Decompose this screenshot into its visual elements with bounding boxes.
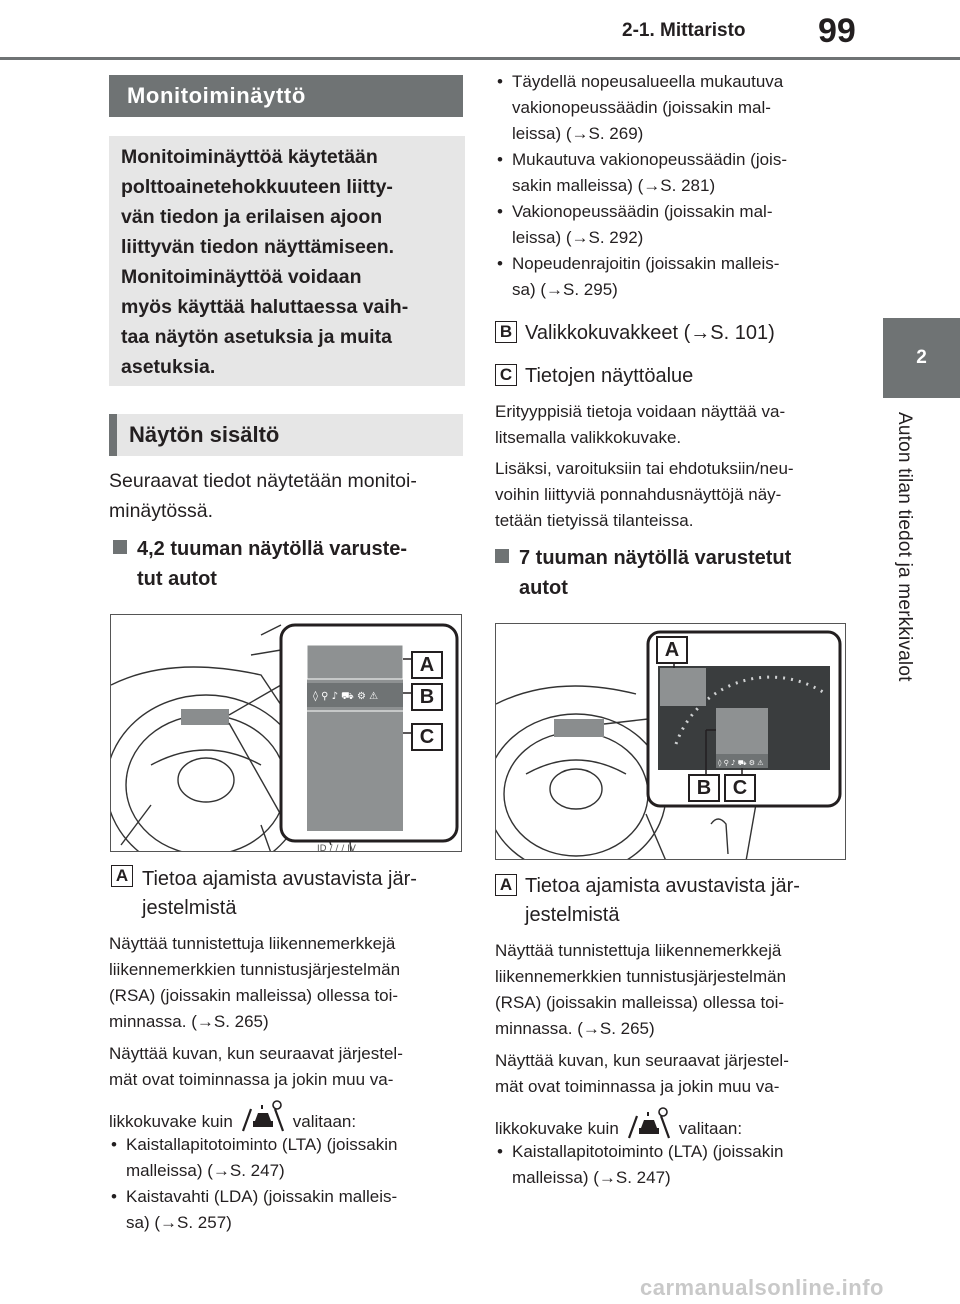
para-line: Näyttää tunnistettuja liikennemerkkejä bbox=[109, 934, 396, 953]
bullet-line: vakionopeussäädin (joissakin mal- bbox=[512, 98, 771, 117]
subhead-line: 7 tuuman näytöllä varustetut bbox=[519, 547, 792, 569]
right-top-bullets bbox=[495, 69, 787, 303]
square-bullet-icon bbox=[495, 549, 509, 563]
para-line: mät ovat toiminnassa ja jokin muu va- bbox=[109, 1070, 394, 1089]
bullet-line: sa) (→S. 295) bbox=[512, 280, 618, 299]
figure-label-b: B bbox=[411, 683, 443, 711]
item-b-label: Valikkokuvakkeet (→S. 101) bbox=[525, 322, 775, 344]
svg-text:◊ ⚲ ♪ ⛟ ⚙ ⚠: ◊ ⚲ ♪ ⛟ ⚙ ⚠ bbox=[313, 691, 379, 702]
chapter-title: Auton tilan tiedot ja merkkivalot bbox=[894, 412, 915, 682]
para-line: mät ovat toiminnassa ja jokin muu va- bbox=[495, 1077, 780, 1096]
list-item bbox=[109, 1132, 397, 1184]
intro-line: Monitoiminäyttöä voidaan bbox=[121, 266, 362, 288]
item-line: Tietoa ajamista avustavista jär- bbox=[142, 868, 417, 890]
para-line: Näyttää kuvan, kun seuraavat järjestel- bbox=[495, 1051, 789, 1070]
bullet-line: sakin malleissa) (→S. 281) bbox=[512, 176, 716, 195]
figure-label-c: C bbox=[411, 723, 443, 751]
para-text: valitaan: bbox=[678, 1119, 743, 1138]
driving-assist-icon bbox=[627, 1106, 671, 1140]
section-title-nayton-sisalto: Näytön sisältö bbox=[109, 414, 463, 456]
figure-label-c: C bbox=[724, 774, 756, 802]
left-para1 bbox=[109, 931, 400, 1035]
para-line: Näyttää kuvan, kun seuraavat järjestel- bbox=[109, 1044, 403, 1063]
right-bullet-list bbox=[495, 1139, 783, 1191]
subhead-line: 4,2 tuuman näytöllä varuste- bbox=[137, 538, 408, 560]
illustration-42-inch-display bbox=[110, 614, 462, 852]
intro-line: polttoainetehokkuuteen liitty- bbox=[121, 176, 393, 198]
list-item bbox=[495, 147, 787, 199]
list-item bbox=[109, 1184, 397, 1236]
bullet-line: leissa) (→S. 292) bbox=[512, 228, 644, 247]
bullet-line: • Vakionopeussäädin (joissakin mal- bbox=[512, 202, 773, 221]
para-line: minnassa. (→S. 265) bbox=[495, 1019, 655, 1038]
section-title-monitoimnaytto: Monitoiminäyttö bbox=[109, 75, 463, 117]
item-badge-a: A bbox=[495, 874, 517, 896]
para-line: tetään tietyissä tilanteissa. bbox=[495, 511, 694, 530]
figure-label-a: A bbox=[656, 636, 688, 664]
figure-label-a: A bbox=[411, 651, 443, 679]
para-line: Erityyppisiä tietoja voidaan näyttää va- bbox=[495, 402, 786, 421]
para-line: liikennemerkkien tunnistusjärjestelmän bbox=[495, 967, 787, 986]
right-para2 bbox=[495, 1048, 789, 1142]
para-line: (RSA) (joissakin malleissa) ollessa toi- bbox=[109, 986, 399, 1005]
item-line: jestelmistä bbox=[142, 897, 237, 919]
para-line: voihin liittyviä ponnahdusnäyttöjä näy- bbox=[495, 485, 782, 504]
lead-line: minäytössä. bbox=[109, 500, 214, 522]
intro-box bbox=[109, 136, 465, 386]
intro-line: asetuksia. bbox=[121, 356, 216, 378]
list-item bbox=[495, 69, 787, 147]
bullet-line: • Kaistallapitotoiminto (LTA) (joissakin bbox=[512, 1142, 784, 1161]
right-c-para1 bbox=[495, 399, 785, 451]
para-text: likkokuvake kuin bbox=[495, 1119, 619, 1138]
right-c-para2 bbox=[495, 456, 794, 534]
section-header: 2-1. Mittaristo bbox=[622, 20, 746, 41]
para-text: likkokuvake kuin bbox=[109, 1112, 233, 1131]
svg-text:◊ ⚲ ♪ ⛟ ⚙ ⚠: ◊ ⚲ ♪ ⛟ ⚙ ⚠ bbox=[718, 759, 764, 767]
para-line: (RSA) (joissakin malleissa) ollessa toi- bbox=[495, 993, 785, 1012]
chapter-tab: 2 bbox=[883, 318, 960, 398]
list-item bbox=[495, 199, 787, 251]
header-rule bbox=[0, 57, 960, 60]
left-para2 bbox=[109, 1041, 403, 1135]
lead-line: Seuraavat tiedot näytetään monitoi- bbox=[109, 470, 417, 492]
bullet-line: • Nopeudenrajoitin (joissakin malleis- bbox=[512, 254, 780, 273]
driving-assist-icon bbox=[241, 1099, 285, 1133]
item-a-label bbox=[142, 865, 417, 923]
bullet-line: • Mukautuva vakionopeussäädin (jois- bbox=[512, 150, 787, 169]
bullet-line: malleissa) (→S. 247) bbox=[512, 1168, 671, 1187]
subhead-42-inch bbox=[113, 534, 407, 594]
para-line: litsemalla valikkokuvake. bbox=[495, 428, 682, 447]
intro-line: myös käyttää haluttaessa vaih- bbox=[121, 296, 409, 318]
intro-line: taa näytön asetuksia ja muita bbox=[121, 326, 392, 348]
illustration-7-inch-display bbox=[495, 623, 846, 860]
list-item bbox=[495, 1139, 783, 1191]
para-line: Lisäksi, varoituksiin tai ehdotuksiin/neu- bbox=[495, 459, 794, 478]
list-item bbox=[495, 251, 787, 303]
dashboard-drawing bbox=[111, 615, 462, 852]
subhead-7-inch bbox=[495, 543, 791, 603]
bullet-line: • Kaistallapitotoiminto (LTA) (joissakin bbox=[126, 1135, 398, 1154]
watermark: carmanualsonline.info bbox=[640, 1275, 884, 1300]
intro-line: Monitoiminäyttöä käytetään bbox=[121, 146, 378, 168]
item-badge-b: B bbox=[495, 321, 517, 343]
figure-label-b: B bbox=[688, 774, 720, 802]
intro-line: vän tiedon ja erilaisen ajoon bbox=[121, 206, 383, 228]
bullet-line: sa) (→S. 257) bbox=[126, 1213, 232, 1232]
para-line: liikennemerkkien tunnistusjärjestelmän bbox=[109, 960, 401, 979]
svg-text:ID / / / IV: ID / / / IV bbox=[317, 844, 356, 852]
page-number: 99 bbox=[818, 12, 856, 50]
section2-lead bbox=[109, 466, 417, 526]
square-bullet-icon bbox=[113, 540, 127, 554]
item-c-label: Tietojen näyttöalue bbox=[525, 365, 694, 387]
bullet-line: • Täydellä nopeusalueella mukautuva bbox=[512, 72, 784, 91]
item-a-label bbox=[525, 872, 800, 930]
para-line: Näyttää tunnistettuja liikennemerkkejä bbox=[495, 941, 782, 960]
left-bullet-list bbox=[109, 1132, 397, 1236]
bullet-line: • Kaistavahti (LDA) (joissakin malleis- bbox=[126, 1187, 398, 1206]
intro-line: liittyvän tiedon näyttämiseen. bbox=[121, 236, 395, 258]
para-text: valitaan: bbox=[292, 1112, 357, 1131]
subhead-line: tut autot bbox=[137, 568, 217, 590]
item-badge-c: C bbox=[495, 364, 517, 386]
bullet-line: leissa) (→S. 269) bbox=[512, 124, 644, 143]
right-para1 bbox=[495, 938, 786, 1042]
subhead-line: autot bbox=[519, 577, 568, 599]
item-badge-a: A bbox=[111, 865, 133, 887]
bullet-line: malleissa) (→S. 247) bbox=[126, 1161, 285, 1180]
item-line: Tietoa ajamista avustavista jär- bbox=[525, 875, 800, 897]
para-line: minnassa. (→S. 265) bbox=[109, 1012, 269, 1031]
item-line: jestelmistä bbox=[525, 904, 620, 926]
